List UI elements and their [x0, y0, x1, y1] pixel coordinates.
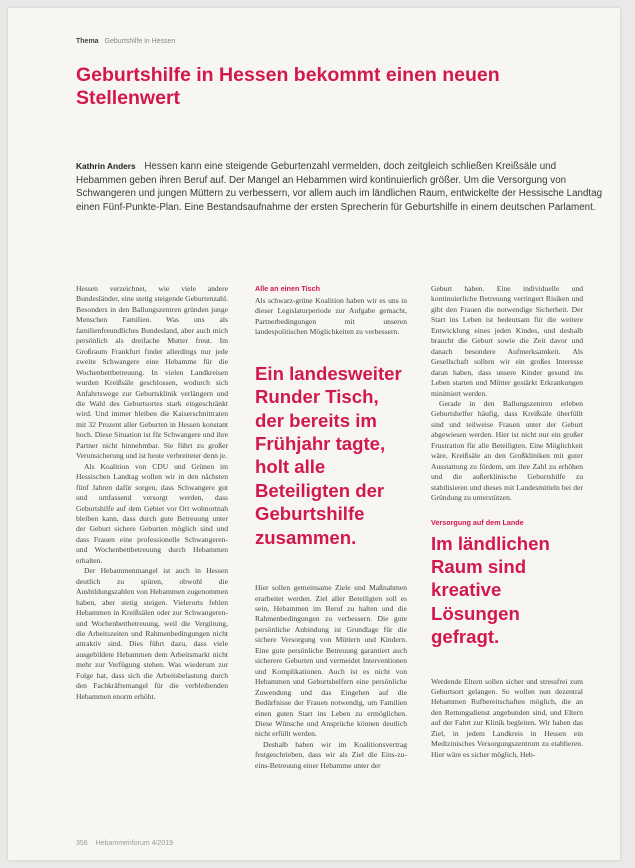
author-name: Kathrin Anders: [76, 161, 136, 171]
body-paragraph: Gerade in den Ballungszentren erleben Geburtshelfer häufig, dass Kreißsäle überfüllt sind und teilweise Frauen unter der Geburt abgewiesen werden. Hier ist nicht nur ein großer Frustration für alle Beteiligten. Eine Möglichkeit wäre, Kreißsäle an den Großkliniken mit guter Ausstattung zu fördern, um ihre Zahl zu erhöhen und die außerklinische Geburtshilfe zu stabilisieren und dieses mit Landesmitteln bei der Gründung zu unterstützen.: [431, 398, 583, 503]
pull-quote: Ein landesweiter Runder Tisch, der bereits im Frühjahr tagte, holt alle Beteiligten der Geburtshilfe zusammen.: [255, 362, 402, 548]
page-footer: [76, 840, 173, 847]
rubric-section: Thema: [76, 38, 99, 45]
body-paragraph: Der Hebammenmangel ist auch in Hessen deutlich zu spüren, obwohl die Ausbildungszahlen von Hebammen zugenommen haben, aber stetig steigen. Vielerorts fehlen Hebammen in Kreißsälen oder zur Schwangeren- und Wochenbettbetreuung, weil die Vergütung, die Arbeitszeiten und Rahmenbedingungen nicht attraktiv sind. Dies führt dazu, dass viele ausgebildete Hebammen dem Arbeitsmarkt nicht mehr zur Verfügung stehen. Was wiederum zur Folge hat, dass sich die Arbeitsbelastung durch den Fachkräftemangel für die verbleibenden Hebammen enorm erhöht.: [76, 566, 228, 701]
body-paragraph: Geburt haben. Eine individuelle und kontinuierliche Betreuung verringert Risiken und gibt den Frauen die notwendige Sicherheit. Der Start ins Leben ist bedeutsam für die weitere Entwicklung eines jeden Kindes, und deshalb braucht die Geburt sowie die Zeit davor und danach besondere Aufmerksamkeit. Als Gesellschaft sollten wir ein großes Interesse daran haben, dass unsere Kinder gesund ins Leben starten und Mütter gestärkt Erkrankungen minimiert werden.: [431, 284, 583, 398]
magazine-page: [8, 8, 620, 860]
column-1: [76, 284, 228, 702]
body-paragraph: Als Koalition von CDU und Grünen im Hessischen Landtag wollen wir in den nächsten fünf Jahren dafür sorgen, dass Schwangere gut und umfassend versorgt werden, dass Geburtshilfe auf dem Gebiet vor Ort wohnortnah bleiben kann, dass durch gute Betreuung unter der Geburt sichere Geburten möglich sind und dass Frauen eine professionelle Schwangeren- und Wochenbettbetreuung durch Hebammen erhalten.: [76, 461, 228, 565]
page-number: 356: [76, 840, 88, 847]
rubric: [76, 38, 175, 45]
lead-text: Hessen kann eine steigende Geburtenzahl vermelden, doch zeitgleich schließen Kreißsäle und Hebammen geben ihren Beruf auf. Der Mangel an Hebammen wird kontinuierlich größer. Um die Versorgung von Schwangeren und jungen Müttern zu verbessern, vor allem auch im ländlichen Raum, entwickelte der Hessische Landtag einen Fünf-Punkte-Plan. Eine Bestandsaufnahme der ersten Sprecherin für Geburtshilfe in einem deutschen Parlament.: [76, 161, 603, 213]
rubric-topic: Geburtshilfe in Hessen: [104, 38, 176, 45]
body-paragraph: Deshalb haben wir im Koalitionsvertrag festgeschrieben, dass wir als Ziel die Eins-zu-eins-Betreuung einer Hebamme unter der: [255, 739, 407, 770]
column-3: [431, 284, 583, 760]
column-2: [255, 284, 407, 771]
pull-quote: Im ländlichen Raum sind kreative Lösungen gefragt.: [431, 532, 550, 648]
headline: Geburtshilfe in Hessen bekommt einen neuen Stellenwert: [76, 64, 500, 109]
body-paragraph: Hier sollen gemeinsame Ziele und Maßnahmen erarbeitet werden. Ziel aller Beteiligten soll es sein, Hebammen im Beruf zu halten und die Rahmenbedingungen zu verbessern. Die gute persönliche Anbindung ist Grundlage für die sichere Versorgung von Müttern und Kindern. Eine gute persönliche Betreuung garantiert auch sicherere Geburten und vermeidet Interventionen und Komplikationen. Auch ist es nicht von Hebammen und Geburtshelfern eine persönliche Zuwendung und das Eingehen auf die Bedürfnisse der Frauen notwendig, um Familien einen guten Start ins Leben zu ermöglichen. Diese Wünsche und Ansprüche können deutlich nicht erfüllt werden.: [255, 583, 407, 739]
body-paragraph: Hessen verzeichnet, wie viele andere Bundesländer, eine stetig steigende Geburtenzahl. Besonders in den Ballungszentren gründen junge Menschen Familien. Was uns als familienfreundliches Bundesland, aber auch mich persönlich als dreifache Mutter freut. Im Großraum Frankfurt findet allerdings nur jede zweite Schwangere eine Hebamme für die Wochenbettbetreuung. In vielen Landkreisen wurden Kreißsäle geschlossen, wodurch sich Anfahrtswege zur Geburtsklinik verlängern und die Wahl des Geburtsortes stark eingeschränkt wird. Und immer bleiben die Kaiserschnittraten mit 32 Prozent aller Geburten in Hessen konstant hoch. Diese Situation ist für Schwangere und ihre Partner nicht hinnehmbar. Sie führt zu großer Verunsicherung und ist heute verbreiteter denn je.: [76, 284, 228, 461]
subheading: Alle an einen Tisch: [255, 284, 320, 293]
subheading: Versorgung auf dem Lande: [431, 517, 524, 527]
body-paragraph: Als schwarz-grüne Koalition haben wir es uns in dieser Legislaturperiode zur Aufgabe gemacht, Partnerbedingungen mit unseren landespolitischen Möglichkeiten zu verbessern.: [255, 296, 407, 337]
body-paragraph: Werdende Eltern sollen sicher und stressfrei zum Geburtsort gelangen. So wollen nun dezentral Hebammen Rufbereitschaften möglich, die an den Rettungsdienst angebunden sind, und Eltern auf der Fahrt zur Klinik begleiten. Wir haben das Ziel, in jedem Landkreis in Hessen ein Medizinisches Versorgungszentrum zu etablieren. Hier wäre es sicher möglich, Heb-: [431, 676, 583, 759]
magazine-issue: Hebammenforum 4/2019: [95, 840, 174, 847]
lead-paragraph: [76, 160, 608, 214]
